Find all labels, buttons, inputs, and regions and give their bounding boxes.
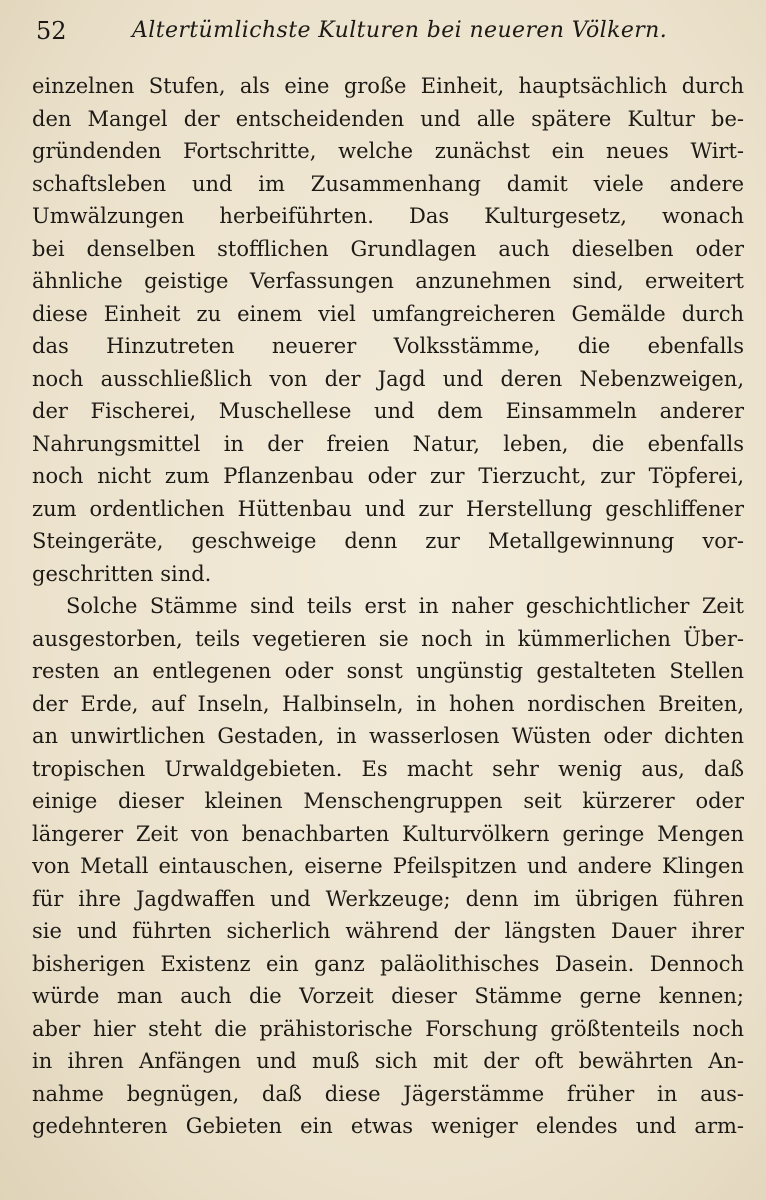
text-line: in ihren Anfängen und muß sich mit der oft bewährten An- bbox=[32, 1049, 744, 1073]
page-header bbox=[36, 14, 726, 48]
text-line: einzelnen Stufen, als eine große Einheit, hauptsächlich durch bbox=[32, 74, 744, 98]
text-line: gedehnteren Gebieten ein etwas weniger elendes und arm- bbox=[32, 1114, 744, 1138]
text-line: Nahrungsmittel in der freien Natur, leben, die ebenfalls bbox=[32, 431, 744, 456]
text-line: noch nicht zum Pflanzenbau oder zur Tierzucht, zur Töpferei, bbox=[32, 464, 744, 488]
text-line: den Mangel der entscheidenden und alle spätere Kultur be- bbox=[32, 106, 744, 131]
text-line: sie und führten sicherlich während der längsten Dauer ihrer bbox=[32, 919, 744, 943]
text-line: würde man auch die Vorzeit dieser Stämme gerne kennen; bbox=[32, 984, 744, 1008]
text-line: tropischen Urwaldgebieten. Es macht sehr wenig aus, daß bbox=[32, 756, 744, 781]
text-line: der Erde, auf Inseln, Halbinseln, in hohen nordischen Breiten, bbox=[32, 691, 744, 716]
text-line: resten an entlegenen oder sonst ungünstig gestalteten Stellen bbox=[32, 659, 744, 683]
text-line: bei denselben stofflichen Grundlagen auch dieselben oder bbox=[32, 236, 744, 261]
text-line: ähnliche geistige Verfassungen anzunehmen sind, erweitert bbox=[32, 269, 744, 293]
text-line: das Hinzutreten neuerer Volksstämme, die ebenfalls bbox=[32, 334, 744, 358]
text-line: gründenden Fortschritte, welche zunächst ein neues Wirt- bbox=[32, 139, 744, 163]
text-line: zum ordentlichen Hüttenbau und zur Herstellung geschliffener bbox=[32, 496, 744, 521]
paragraph-start-line: Solche Stämme sind teils erst in naher geschichtlicher Zeit bbox=[66, 594, 744, 618]
text-line: von Metall eintauschen, eiserne Pfeilspitzen und andere Klingen bbox=[32, 854, 744, 878]
text-line: schaftsleben und im Zusammenhang damit viele andere bbox=[32, 171, 744, 196]
text-line: ausgestorben, teils vegetieren sie noch in kümmerlichen Über- bbox=[32, 626, 744, 651]
text-line: diese Einheit zu einem viel umfangreicheren Gemälde durch bbox=[32, 301, 744, 326]
running-head: Altertümlichste Kulturen bei neueren Völkern. bbox=[132, 18, 668, 43]
text-line: aber hier steht die prähistorische Forschung größtenteils noch bbox=[32, 1016, 744, 1041]
body-text bbox=[32, 70, 744, 1143]
text-line: Steingeräte, geschweige denn zur Metallgewinnung vor- bbox=[32, 529, 744, 553]
page-number: 52 bbox=[36, 17, 67, 45]
paragraph-end-line: geschritten sind. bbox=[32, 561, 212, 586]
text-line: bisherigen Existenz ein ganz paläolithisches Dasein. Dennoch bbox=[32, 951, 744, 976]
text-line: längerer Zeit von benachbarten Kulturvölkern geringe Mengen bbox=[32, 821, 744, 846]
text-line: für ihre Jagdwaffen und Werkzeuge; denn im übrigen führen bbox=[32, 886, 744, 911]
text-line: noch ausschließlich von der Jagd und deren Nebenzweigen, bbox=[32, 366, 744, 391]
text-line: Umwälzungen herbeiführten. Das Kulturgesetz, wonach bbox=[32, 204, 744, 228]
text-line: nahme begnügen, daß diese Jägerstämme früher in aus- bbox=[32, 1081, 744, 1106]
text-line: einige dieser kleinen Menschengruppen seit kürzerer oder bbox=[32, 789, 744, 813]
text-line: der Fischerei, Muschellese und dem Einsammeln anderer bbox=[32, 399, 744, 423]
text-line: an unwirtlichen Gestaden, in wasserlosen Wüsten oder dichten bbox=[32, 724, 744, 748]
